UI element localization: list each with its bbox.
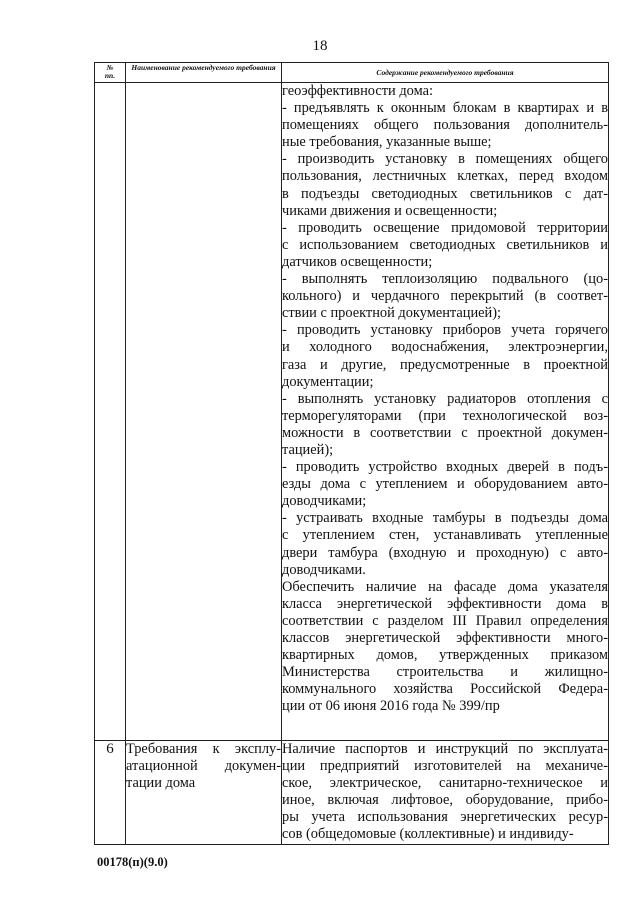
continued-content-line: доводчиками; <box>282 493 367 510</box>
row6-name-line: Требования к эксплу- <box>126 741 281 757</box>
continued-content-line: класса энергетической эффективности дома в <box>282 595 608 612</box>
continued-content-line: ции от 06 июня 2016 года № 399/пр <box>282 698 500 715</box>
row6-content-line: Наличие паспортов и инструкций по эксплуата- <box>282 741 608 757</box>
header-num-part: пп. <box>104 71 116 80</box>
row6-content-line: ции предприятий изготовителей на механиче- <box>282 758 608 775</box>
continued-content-line: - производить установку в помещениях общего <box>282 151 608 168</box>
row6-content-cell <box>282 741 609 845</box>
document-code: 00178(п)(9.0) <box>97 855 168 869</box>
continued-content-line: с использованием светодиодных светильников и <box>282 236 608 253</box>
continued-content-line: датчиков освещенности; <box>282 253 433 270</box>
continued-content-line: документации; <box>282 373 374 390</box>
continued-content-line: - проводить устройство входных дверей в подъ- <box>282 459 608 476</box>
header-name: Наименование рекомендуемого требования <box>126 63 282 83</box>
continued-content-line: тацией); <box>282 441 334 458</box>
continued-content-line: доводчиками. <box>282 561 366 578</box>
continued-content-line: соответствии с разделом III Правил определения <box>282 612 608 629</box>
continued-content-line: классов энергетической эффективности много- <box>282 630 608 646</box>
row6-name-line: тации дома <box>126 775 196 792</box>
row6-name-line: атационной докумен- <box>126 758 281 775</box>
continued-content-line: - проводить освещение придомовой территории <box>282 219 608 236</box>
page-number: 18 <box>312 38 328 54</box>
header-num-part: № <box>106 63 114 72</box>
continued-name-cell <box>126 83 282 741</box>
continued-content-line: Обеспечить наличие на фасаде дома указателя <box>282 578 608 595</box>
continued-content-line: - выполнять теплоизоляцию подвального (цо- <box>282 271 608 288</box>
continued-content-line: с утеплением стен, устанавливать утепленные <box>282 527 608 544</box>
continued-content-line: газа и другие, предусмотренные в проектной <box>282 356 608 373</box>
continued-content-line: можности в соответствии с проектной докумен- <box>282 424 608 441</box>
continued-content-line: помещениях общего пользования дополнитель- <box>282 117 608 134</box>
header-content: Содержание рекомендуемого требования <box>282 63 609 83</box>
row6-num-cell: 6 <box>95 741 126 845</box>
row6-content-line: ры учета использования энергетических ресур- <box>282 809 608 826</box>
continued-num-cell <box>95 83 126 741</box>
continued-content-line: - устраивать входные тамбуры в подъезды дома <box>282 510 608 527</box>
continued-content-line: квартирных домов, утвержденных приказом <box>282 647 608 664</box>
continued-content-line: - предъявлять к оконным блокам в квартирах и в <box>282 100 608 117</box>
row6-name-cell <box>126 741 282 845</box>
table-row-6 <box>95 741 609 845</box>
continued-content-line: двери тамбура (входную и проходную) с авто- <box>282 544 608 561</box>
table-header-row <box>95 63 609 83</box>
continued-content-line: коммунального хозяйства Российской Федера- <box>282 681 608 698</box>
row6-content-line: ское, электрическое, санитарно-техническое и <box>282 775 608 792</box>
continued-content-line: ствии с проектной документацией); <box>282 305 502 322</box>
continued-content-line: кольного) и чердачного перекрытий (в соответ- <box>282 288 608 305</box>
continued-content-line: - проводить установку приборов учета горячего <box>282 322 608 339</box>
continued-content-line: чиками движения и освещенности; <box>282 202 498 219</box>
continued-content-line: геоэффективности дома: <box>282 83 433 99</box>
continued-content-line: езды дома с утеплением и оборудованием авто- <box>282 476 608 493</box>
row6-content-line: сов (общедомовые (коллективные) и индивиду- <box>282 826 574 843</box>
continued-content-cell <box>282 83 609 741</box>
row6-content-line: иное, включая лифтовое, оборудование, прибо- <box>282 792 608 809</box>
continued-content-line: терморегуляторами (при технологической воз- <box>282 407 608 424</box>
table-row-continued <box>95 83 609 741</box>
continued-content-line: и холодного водоснабжения, электроэнергии, <box>282 339 608 356</box>
continued-content-line: Министерства строительства и жилищно- <box>282 664 608 681</box>
continued-content-line: в подъезды светодиодных светильников с дат- <box>282 185 608 202</box>
continued-content-line: пользования, лестничных клетках, перед входом <box>282 168 608 185</box>
header-num <box>95 63 126 83</box>
continued-content-line: ные требования, указанные выше; <box>282 134 492 151</box>
continued-content-line: - выполнять установку радиаторов отопления с <box>282 390 608 407</box>
requirements-table <box>94 62 609 845</box>
